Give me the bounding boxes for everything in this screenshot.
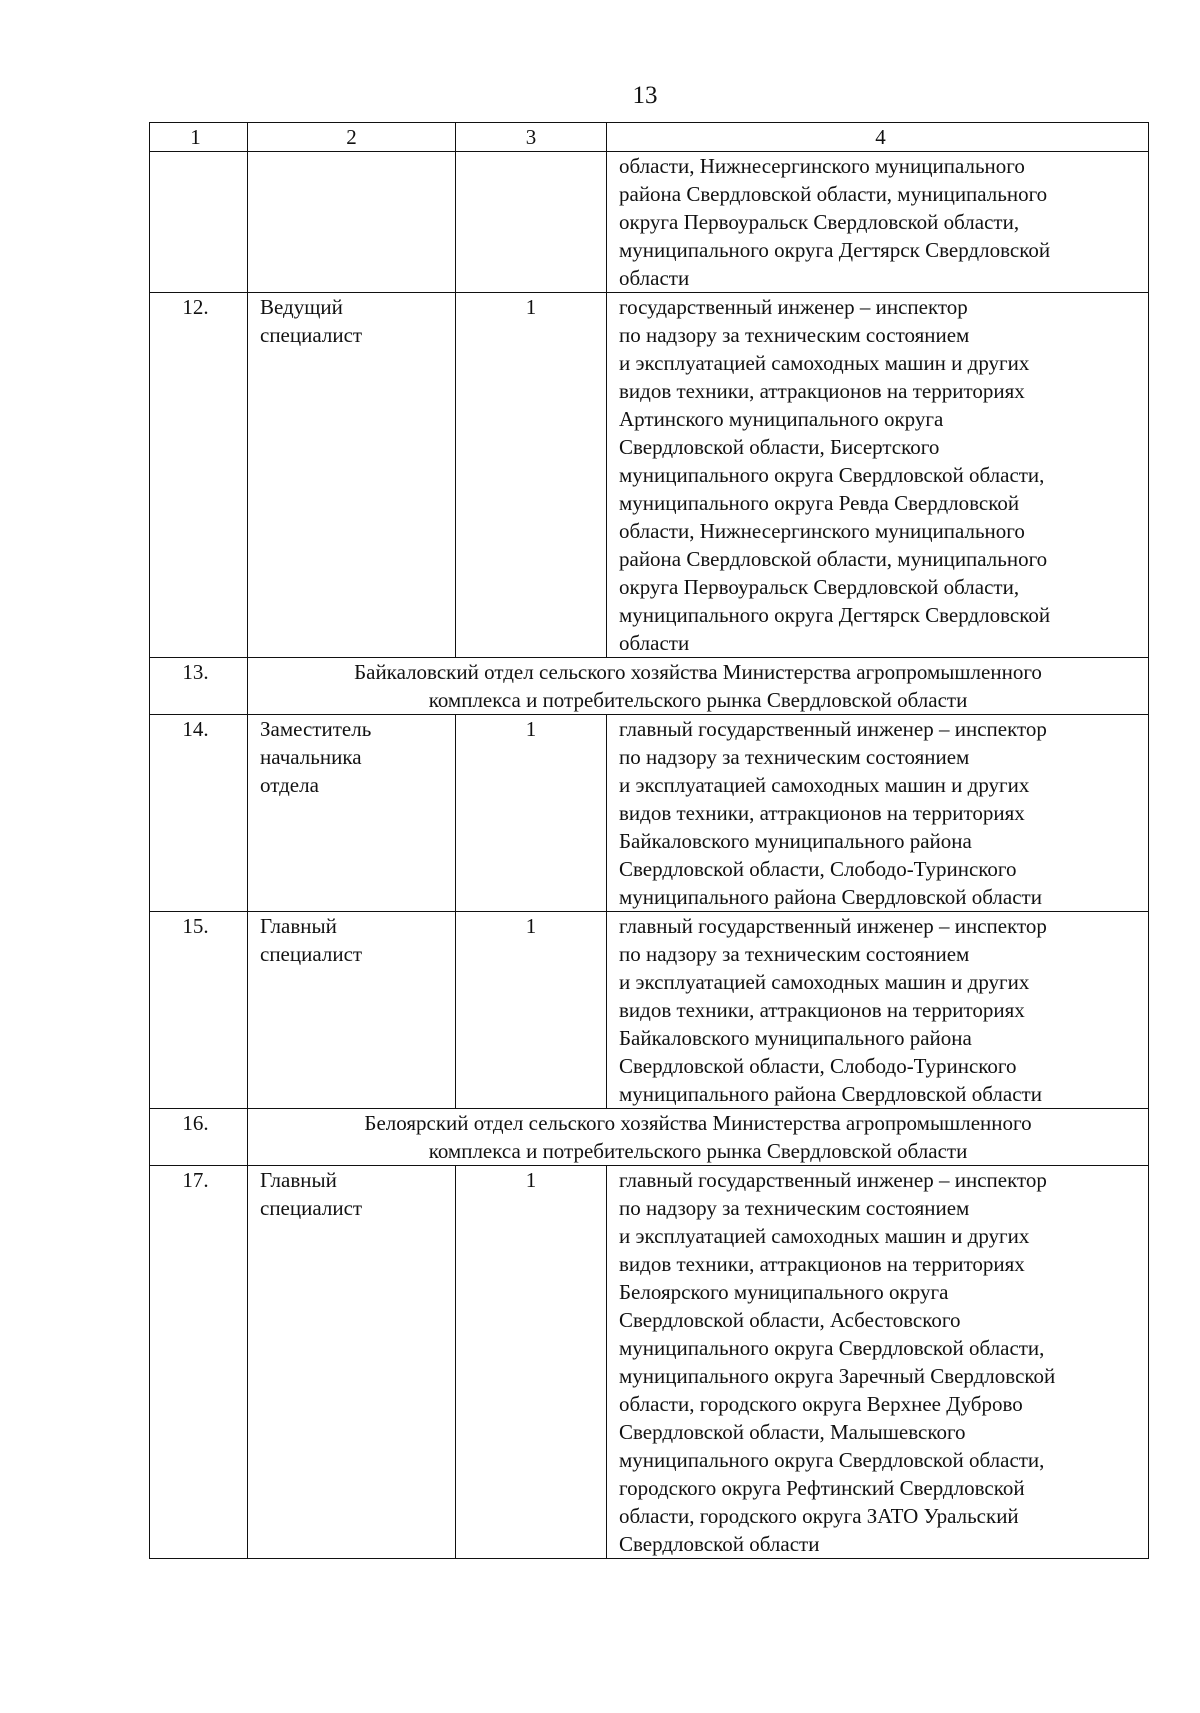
position-title: Ведущий специалист — [248, 293, 456, 658]
staff-count: 1 — [456, 293, 607, 658]
page-number: 13 — [632, 82, 658, 109]
table-row — [150, 912, 1149, 1109]
department-title: Байкаловский отдел сельского хозяйства Министерства агропромышленного комплекса и потребительского рынка Свердловской области — [248, 658, 1149, 715]
row-number: 17. — [150, 1166, 248, 1559]
position-description: главный государственный инженер – инспектор по надзору за техническим состоянием и эксплуатацией самоходных машин и других видов техники, аттракционов на территориях Белоярского муниципального округа Свердловской области, Асбестовского муниципального округа Свердловской области, муниципального округа Заречный Свердловской области, городского округа Верхнее Дуброво Свердловской области, Малышевского муниципального округа Свердловской области, городского округа Рефтинский Свердловской области, городского округа ЗАТО Уральский Свердловской области — [607, 1166, 1149, 1559]
position-title: Заместитель начальника отдела — [248, 715, 456, 912]
table-row — [150, 152, 1149, 293]
position-description: главный государственный инженер – инспектор по надзору за техническим состоянием и эксплуатацией самоходных машин и других видов техники, аттракционов на территориях Байкаловского муниципального района Свердловской области, Слободо-Туринского муниципального района Свердловской области — [607, 912, 1149, 1109]
position-description: главный государственный инженер – инспектор по надзору за техническим состоянием и эксплуатацией самоходных машин и других видов техники, аттракционов на территориях Байкаловского муниципального района Свердловской области, Слободо-Туринского муниципального района Свердловской области — [607, 715, 1149, 912]
header-col-1: 1 — [150, 123, 248, 152]
row-number: 14. — [150, 715, 248, 912]
section-row — [150, 1109, 1149, 1166]
staff-count: 1 — [456, 1166, 607, 1559]
table-row — [150, 715, 1149, 912]
row-number: 12. — [150, 293, 248, 658]
position-title — [248, 152, 456, 293]
table-row — [150, 293, 1149, 658]
position-title: Главный специалист — [248, 1166, 456, 1559]
section-row — [150, 658, 1149, 715]
staff-count — [456, 152, 607, 293]
position-description: области, Нижнесергинского муниципального района Свердловской области, муниципального округа Первоуральск Свердловской области, муниципального округа Дегтярск Свердловской области — [607, 152, 1149, 293]
staff-count: 1 — [456, 715, 607, 912]
position-description: государственный инженер – инспектор по надзору за техническим состоянием и эксплуатацией самоходных машин и других видов техники, аттракционов на территориях Артинского муниципального округа Свердловской области, Бисертского муниципального округа Свердловской области, муниципального округа Ревда Свердловской области, Нижнесергинского муниципального района Свердловской области, муниципального округа Первоуральск Свердловской области, муниципального округа Дегтярск Свердловской области — [607, 293, 1149, 658]
row-number: 13. — [150, 658, 248, 715]
department-title: Белоярский отдел сельского хозяйства Министерства агропромышленного комплекса и потребительского рынка Свердловской области — [248, 1109, 1149, 1166]
row-number — [150, 152, 248, 293]
staff-table — [149, 122, 1149, 1559]
header-col-4: 4 — [607, 123, 1149, 152]
table-row — [150, 1166, 1149, 1559]
row-number: 15. — [150, 912, 248, 1109]
position-title: Главный специалист — [248, 912, 456, 1109]
staff-count: 1 — [456, 912, 607, 1109]
header-col-3: 3 — [456, 123, 607, 152]
table-header-row — [150, 123, 1149, 152]
row-number: 16. — [150, 1109, 248, 1166]
header-col-2: 2 — [248, 123, 456, 152]
